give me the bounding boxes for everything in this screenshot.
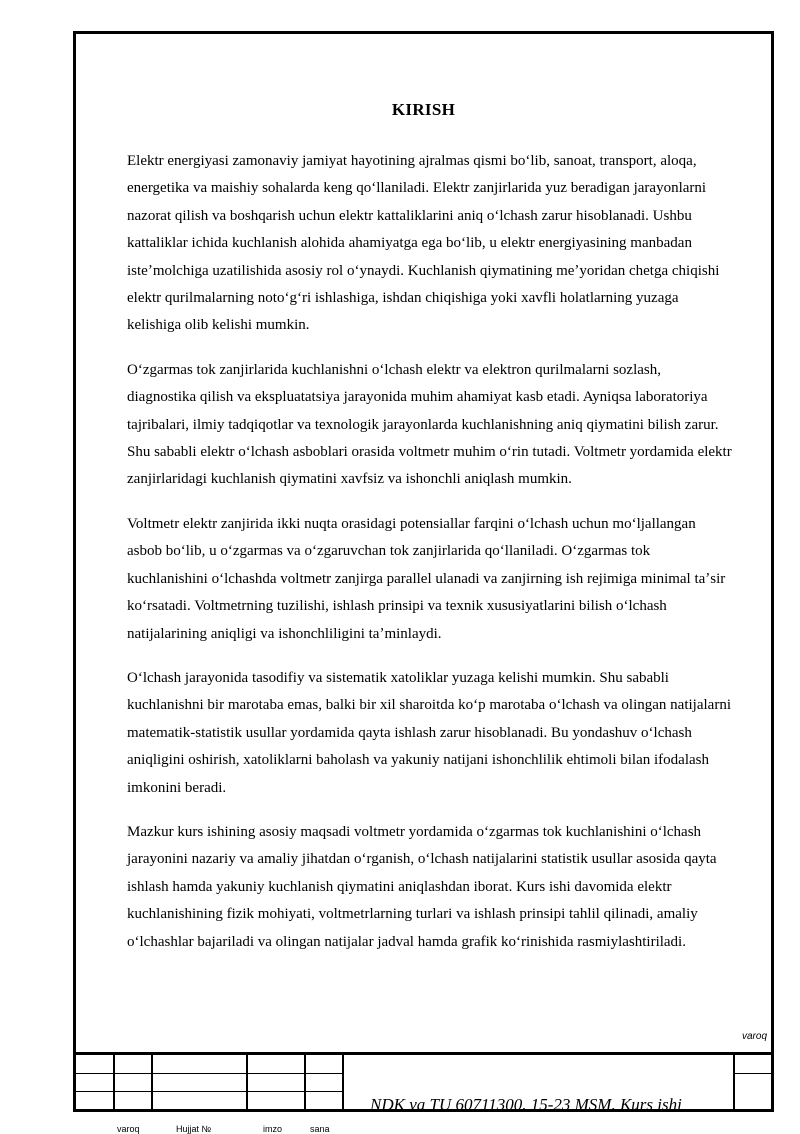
title-block-divider bbox=[342, 1055, 344, 1112]
title-block-divider bbox=[151, 1055, 153, 1112]
column-label-varoq: varoq bbox=[117, 1124, 140, 1134]
paragraph: Oʻzgarmas tok zanjirlarida kuchlanishni oʻlchash elektr va elektron qurilmalarni sozlash, diagnostika qilish va ekspluatatsiya jarayonida muhim ahamiyat kasb etadi. Ayniqsa laboratoriya tajribalari, ilmiy tadqiqotlar va texnologik jarayonlarda kuchlanishning aniq qiymatini bilish zarur. Shu sababli elektr oʻlchash asboblari orasida voltmetr muhim oʻrin tutadi. Voltmetr yordamida elektr zanjirlaridagi kuchlanish qiymatini xavfsiz va ishonchli aniqlash mumkin. bbox=[127, 361, 732, 488]
title-block-divider bbox=[304, 1055, 306, 1112]
title-block bbox=[76, 1052, 771, 1112]
title-block-divider bbox=[246, 1055, 248, 1112]
paragraph: Elektr energiyasi zamonaviy jamiyat hayotining ajralmas qismi boʻlib, sanoat, transport, aloqa, energetika va maishiy sohalarda keng qoʻllaniladi. Elektr zanjirlarida yuz beradigan jarayonlarni nazorat qilish va boshqarish uchun elektr kattaliklarini aniq oʻlchash zarur hisoblanadi. Ushbu kattaliklar ichida kuchlanish alohida ahamiyatga ega boʻlib, u elektr energiyasining manbadan isteʼmolchiga uzatilishida asosiy rol oʻynaydi. Kuchlanish qiymatining meʼyoridan chetga chiqishi elektr qurilmalarning notoʻgʻri ishlashiga, ishdan chiqishiga yoki xavfli holatlarning yuzaga kelishiga olib kelishi mumkin. bbox=[127, 153, 720, 334]
column-label-document-number: Hujjat № bbox=[176, 1124, 212, 1134]
page-title: KIRISH bbox=[391, 100, 456, 119]
column-label-signature: imzo bbox=[263, 1124, 283, 1134]
paragraph: Mazkur kurs ishining asosiy maqsadi voltmetr yordamida oʻzgarmas tok kuchlanishini oʻlchash jarayonini nazariy va amaliy jihatdan oʻrganish, oʻlchash natijalarini statistik usullar asosida qayta ishlash hamda yakuniy kuchlanish qiymatini aniqlashdan iborat. Kurs ishi davomida elektr kuchlanishining fizik mohiyati, voltmetrlarning turlari va ishlash prinsipi tahlil qilinadi, amaliy oʻlchashlar bajariladi va olingan natijalar jadval hamda grafik koʻrinishida rasmiylashtiriladi. bbox=[127, 823, 717, 950]
document-body bbox=[127, 148, 732, 973]
page-frame bbox=[73, 31, 774, 1112]
sheet-label: varoq bbox=[741, 1031, 767, 1042]
column-label-date: sana bbox=[310, 1124, 330, 1134]
title-block-row-line bbox=[733, 1073, 771, 1074]
title-block-divider bbox=[733, 1055, 735, 1112]
title-block-row-line bbox=[76, 1073, 342, 1074]
paragraph: Oʻlchash jarayonida tasodifiy va sistematik xatoliklar yuzaga kelishi mumkin. Shu sababli kuchlanishni bir marotaba emas, balki bir xil sharoitda koʻp marotaba oʻlchash va olingan natijalarni matematik-statistik usullar yordamida qayta ishlash zarur hisoblanadi. Bu yondashuv oʻlchash aniqligini oshirish, xatoliklarni baholash va yakuniy natijani ishonchlilik ehtimoli bilan ifodalash imkonini beradi. bbox=[127, 669, 731, 796]
paragraph: Voltmetr elektr zanjirida ikki nuqta orasidagi potensiallar farqini oʻlchash uchun moʻljallangan asbob boʻlib, u oʻzgarmas va oʻzgaruvchan tok zanjirlarida qoʻllaniladi. Oʻzgarmas tok kuchlanishini oʻlchashda voltmetr zanjirga parallel ulanadi va zanjirning ish rejimiga minimal taʼsir koʻrsatadi. Voltmetrning tuzilishi, ishlash prinsipi va texnik xususiyatlarini bilish oʻlchash natijalarining aniqligi va ishonchliligini taʼminlaydi. bbox=[127, 515, 726, 642]
title-block-row-line bbox=[76, 1091, 342, 1092]
title-block-divider bbox=[113, 1055, 115, 1112]
document-code: NDK va TU 60711300. 15-23 MSM. Kurs ishi bbox=[370, 1095, 682, 1114]
